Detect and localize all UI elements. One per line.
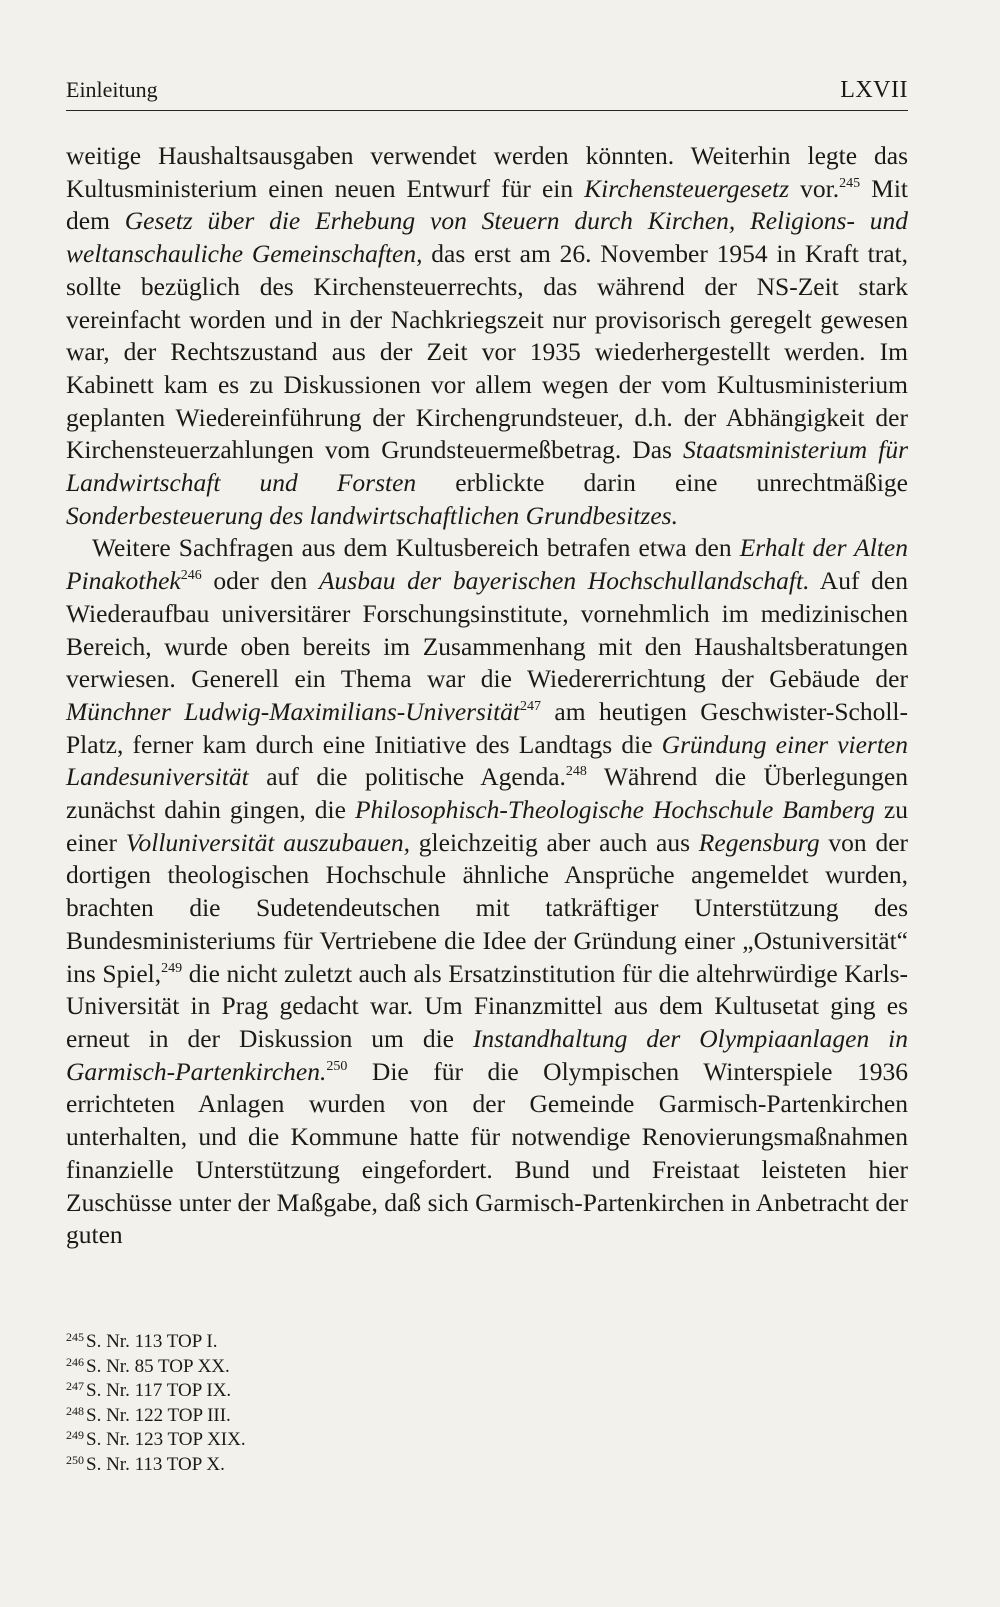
footnote-number: 246	[66, 1354, 84, 1369]
paragraph-1	[66, 140, 908, 532]
footnote	[66, 1404, 908, 1429]
footnote-text: S. Nr. 122 TOP III.	[86, 1404, 231, 1426]
footnote-ref: 248	[565, 764, 587, 780]
footnote-text: S. Nr. 117 TOP IX.	[86, 1380, 232, 1402]
text-run: auf die politische Agenda.	[248, 762, 566, 792]
text-run: erblickte darin eine unrechtmäßige	[416, 468, 908, 498]
text-run: am heutigen Geschwister-Scholl-Platz, ferner kam durch eine Initiative des Landtags die	[66, 696, 908, 759]
italic-term: Instandhaltung der Olympiaanlagen in Garmisch-Partenkirchen.	[66, 1023, 908, 1086]
text-run: zu einer	[66, 795, 908, 857]
text-run: gleichzeitig aber auch aus	[410, 827, 699, 857]
footnote	[66, 1330, 908, 1355]
footnote-text: S. Nr. 85 TOP XX.	[86, 1355, 230, 1377]
text-run: das erst am 26. November 1954 in Kraft trat, sollte bezüglich des Kirchensteuerrechts, das während der NS-Zeit stark vereinfacht worden und in der Nachkriegszeit nur provisorisch geregelt gewesen war, der Rechtszustand aus der Zeit vor 1935 wiederhergestellt werden. Im Kabinett kam es zu Diskussionen vor allem wegen der vom Kultusministerium geplanten Wiedereinführung der Kirchengrundsteuer, d.h. der Abhängigkeit der Kirchensteuerzahlungen vom Grundsteuermeßbetrag. Das	[66, 239, 908, 465]
italic-term: Erhalt der Alten Pinakothek	[66, 533, 908, 596]
italic-term: Philosophisch-Theologische Hochschule Bamberg	[354, 795, 875, 825]
text-run: Die für die Olympischen Winterspiele 1936 errichteten Anlagen wurden von der Gemeinde Garmisch-Partenkirchen unterhalten, und die Kommune hatte für notwendige Renovierungsmaßnahmen finanzielle Unterstützung eingefordert. Bund und Freistaat leisteten hier Zuschüsse unter der Maßgabe, daß sich Garmisch-Partenkirchen in Anbetracht der guten	[66, 1056, 908, 1250]
italic-term: Volluniversität auszubauen,	[125, 827, 411, 857]
footnote-text: S. Nr. 123 TOP XIX.	[86, 1429, 246, 1451]
running-header	[66, 78, 908, 111]
italic-term: Regensburg	[698, 827, 820, 857]
footnote	[66, 1428, 908, 1453]
italic-term: Gesetz über die Erhebung von Steuern durch Kirchen, Religions- und weltanschauliche Gemeinschaften,	[66, 206, 909, 269]
footnote-number: 248	[66, 1403, 84, 1418]
footnote-ref: 247	[519, 698, 541, 714]
footnote-text: S. Nr. 113 TOP I.	[86, 1331, 218, 1352]
footnote-number: 245	[66, 1330, 84, 1344]
running-header-title: Einleitung	[66, 77, 158, 102]
italic-term: Gründung einer vierten Landesuniversität	[66, 729, 909, 792]
footnote	[66, 1379, 908, 1404]
text-run: weitige Haushaltsausgaben verwendet werden könnten. Weiterhin legte das Kultusministerium einen neuen Entwurf für ein	[66, 141, 908, 203]
text-run: vor.	[789, 173, 840, 203]
body-text	[66, 140, 908, 1252]
italic-term: Ausbau der bayerischen Hochschullandschaft.	[318, 566, 810, 596]
italic-term: Sonderbesteuerung des landwirtschaftlichen Grundbesitzes.	[66, 500, 678, 530]
text-run: oder den	[201, 566, 319, 596]
footnote-ref: 249	[161, 960, 183, 976]
footnote-ref: 245	[839, 175, 861, 191]
text-run: Mit dem	[66, 173, 908, 236]
italic-term: Kirchensteuergesetz	[584, 173, 790, 203]
footnote-number: 249	[66, 1428, 84, 1443]
footnotes	[66, 1330, 908, 1478]
text-run: Während die Überlegungen zunächst dahin gingen, die	[66, 762, 908, 825]
text-run: von der dortigen theologischen Hochschule ähnliche Ansprüche angemeldet wurden, brachten die Sudetendeutschen mit tatkräftiger Unterstützung des Bundesministeriums für Vertriebene die Idee der Gründung einer „Ostuniversität“ ins Spiel,	[66, 827, 909, 988]
footnote-text: S. Nr. 113 TOP X.	[86, 1453, 225, 1475]
footnote-ref: 246	[180, 568, 202, 584]
page-number: LXVII	[840, 77, 908, 103]
paragraph-2	[66, 532, 908, 1251]
footnote-number: 247	[66, 1379, 84, 1394]
italic-term: Staatsministerium für Landwirtschaft und Forsten	[66, 435, 908, 498]
footnote-ref: 250	[326, 1058, 348, 1074]
footnote	[66, 1453, 908, 1478]
text-run: Auf den Wiederaufbau universitärer Forschungsinstitute, vornehmlich im medizinischen Bereich, wurde oben bereits im Zusammenhang mit den Haushaltsberatungen verwiesen. Generell ein Thema war die Wiedererrichtung der Gebäude der	[66, 566, 908, 694]
footnote	[66, 1355, 908, 1380]
text-run: die nicht zuletzt auch als Ersatzinstitution für die altehrwürdige Karls-Universität in Prag gedacht war. Um Finanzmittel aus dem Kultusetat ging es erneut in der Diskussion um die	[66, 958, 908, 1053]
footnote-number: 250	[66, 1452, 84, 1467]
italic-term: Münchner Ludwig-Maximilians-Universität	[66, 696, 520, 726]
text-run: Weitere Sachfragen aus dem Kultusbereich betrafen etwa den	[92, 533, 740, 563]
